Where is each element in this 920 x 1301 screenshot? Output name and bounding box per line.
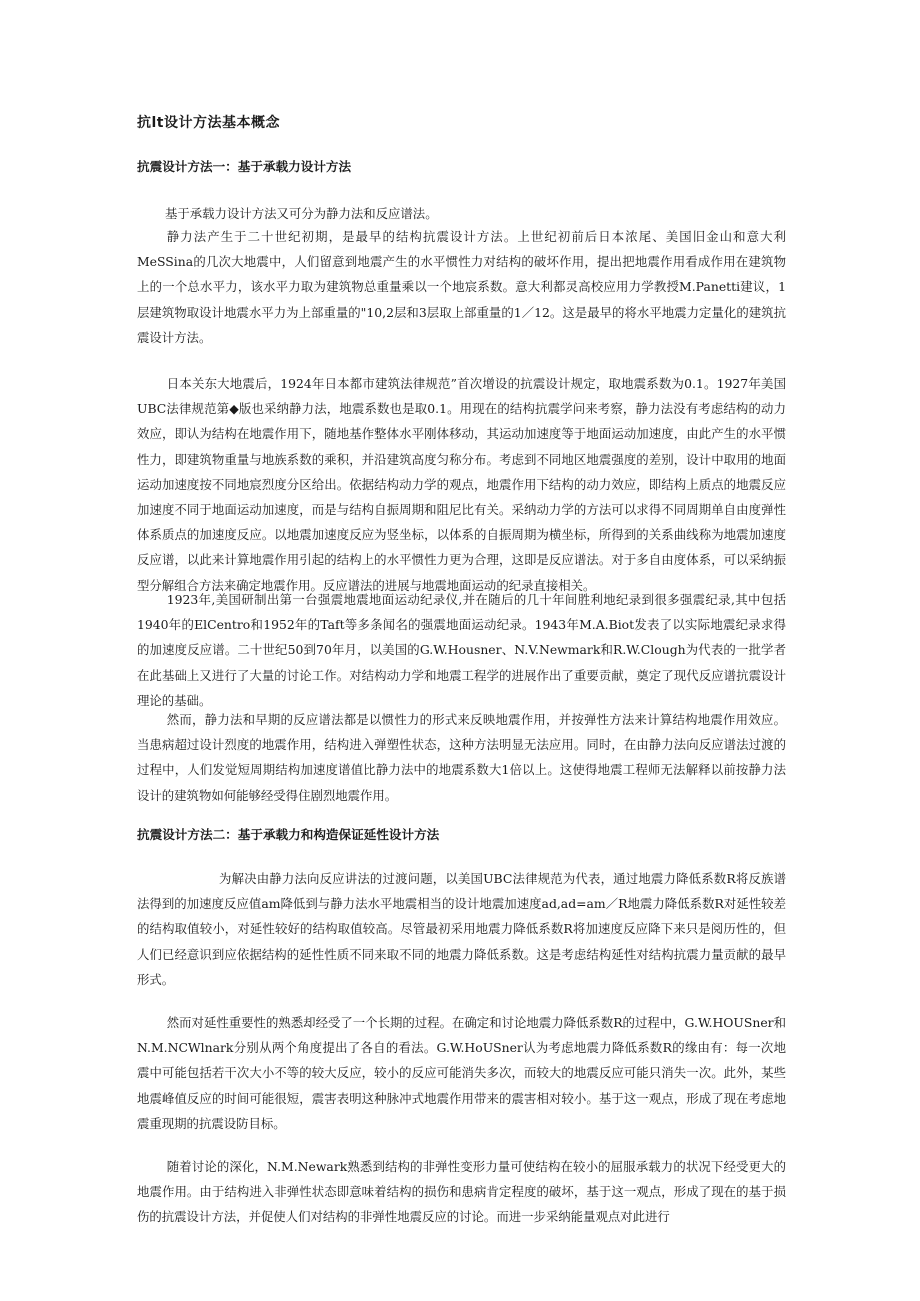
paragraph: 随着讨论的深化，N.M.Newark熟悉到结构的非弹性变形力量可使结构在较小的屈服承载力的状况下经受更大的地震作用。由于结构进入非弹性状态即意味着结构的损伤和患病肯定程度的破坏，基于这一观点，形成了现在的基于损伤的抗震设计方法，并促使人们对结构的非弹性地震反应的讨论。而进一步采纳能量观点对此进行 [137, 1159, 786, 1225]
paragraph: 然而对延性重要性的熟悉却经受了一个长期的过程。在确定和讨论地震力降低系数R的过程中，G.W.HOUSner和N.M.NCWlnark分别从两个角度提出了各自的看法。G.W.HoUSner认为考虑地震力降低系数R的缘由有：每一次地震中可能包括若干次大小不等的较大反应，较小的反应可能消失多次，而较大的地震反应可能只消失一次。此外，某些地震峰值反应的时间可能很短，震害表明这种脉冲式地震作用带来的震害相对较小。基于这一观点，形成了现在考虑地震重现期的抗震设防目标。 [137, 1015, 786, 1131]
paragraph: 然而，静力法和早期的反应谱法都是以惯性力的形式来反映地震作用，并按弹性方法来计算结构地震作用效应。当患病超过设计烈度的地震作用，结构进入弹塑性状态，这种方法明显无法应用。同时，在由静力法向反应谱法过渡的过程中，人们发觉短周期结构加速度谱值比静力法中的地震系数大1倍以上。这使得地震工程师无法解释以前按静力法设计的建筑物如何能够经受得住剧烈地震作用。 [137, 712, 786, 803]
section-heading-1: 抗震设计方法一：基于承载力设计方法 [137, 159, 352, 174]
document-title: 抗lt设计方法基本概念 [137, 115, 280, 131]
paragraph: 1923年,美国研制出第一台强震地震地面运动纪录仪,并在随后的几十年间胜利地纪录到很多强震纪录,其中包括1940年的ElCentro和1952年的Taft等多条闻名的强震地面运动纪录。1943年M.A.Biot发表了以实际地震纪录求得的加速度反应谱。二十世纪50到70年月，以美国的G.W.Housner、N.V.Newmark和R.W.Clough为代表的一批学者在此基础上又进行了大量的讨论工作。对结构动力学和地震工程学的进展作出了重要贡献，奠定了现代反应谱抗震设计理论的基础。 [137, 592, 786, 708]
paragraph: 基于承载力设计方法又可分为静力法和反应谱法。 [165, 206, 438, 221]
paragraph: 日本关东大地震后，1924年日本都市建筑法律规范”首次增设的抗震设计规定，取地震系数为0.1。1927年美国UBC法律规范第◆版也采纳静力法，地震系数也是取0.1。用现在的结构抗震学问来考察，静力法没有考虑结构的动力效应，即认为结构在地震作用下，随地基作整体水平刚体移动，其运动加速度等于地面运动加速度，由此产生的水平惯性力，即建筑物重量与地族系数的乘积，并沿建筑高度匀称分布。考虑到不同地区地震强度的差别，设计中取用的地面运动加速度按不同地宸烈度分区给出。依据结构动力学的观点，地震作用下结构的动力效应，即结构上质点的地震反应加速度不同于地面运动加速度，而是与结构自振周期和阻尼比有关。采纳动力学的方法可以求得不同周期单自由度弹性体系质点的加速度反应。以地震加速度反应为竖坐标，以体系的自振周期为横坐标，所得到的关系曲线称为地震加速度反应谱，以此来计算地震作用引起的结构上的水平惯性力更为合理，这即是反应谱法。对于多自由度体系，可以采纳振型分解组合方法来确定地震作用。反应谱法的进展与地震地面运动的纪录直接相关。 [137, 376, 786, 593]
section-heading-2: 抗震设计方法二：基于承载力和构造保证延性设计方法 [137, 827, 440, 842]
paragraph: 为解决由静力法向反应讲法的过渡问题，以美国UBC法律规范为代表，通过地震力降低系数R将反族谱法得到的加速度反应值am降低到与静力法水平地震相当的设计地震加速度ad,ad=am／R地震力降低系数R对延性较差的结构取值较小，对延性较好的结构取值较高。尽管最初采用地震力降低系数R将加速度反应降下来只是阅历性的，但人们已经意识到应依据结构的延性性质不同来取不同的地震力降低系数。这是考虑结构延性对结构抗震力量贡献的最早形式。 [137, 871, 786, 987]
paragraph: 静力法产生于二十世纪初期，是最早的结构抗震设计方法。上世纪初前后日本浓尾、美国旧金山和意大利MeSSina的几次大地震中，人们留意到地震产生的水平惯性力对结构的破坏作用，提出把地震作用看成作用在建筑物上的一个总水平力，该水平力取为建筑物总重量乘以一个地宸系数。意大利都灵高校应用力学教授M.Panetti建议，1层建筑物取设计地震水平力为上部重量的"10,2层和3层取上部重量的1／12。这是最早的将水平地震力定量化的建筑抗震设计方法。 [137, 229, 786, 345]
